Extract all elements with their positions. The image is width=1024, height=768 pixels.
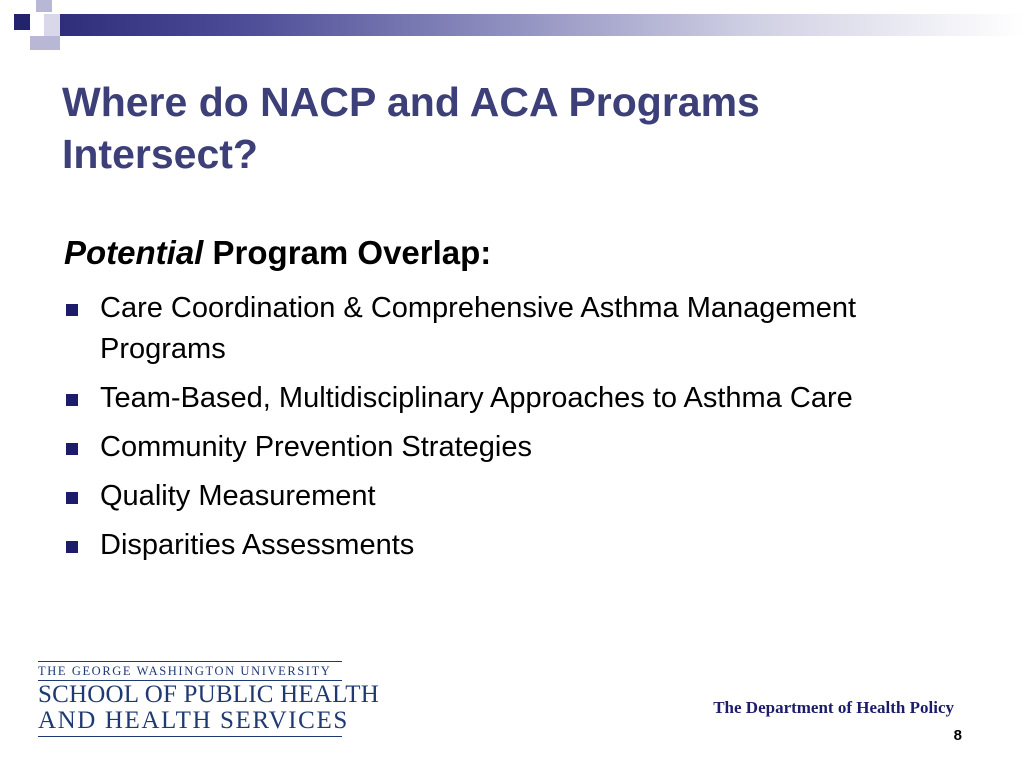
bullet-text: Team-Based, Multidisciplinary Approaches to Asthma Care [100,382,853,414]
department-name: The Department of Health Policy [713,698,954,717]
bullet-list [64,288,934,574]
bullet-text: Disparities Assessments [100,529,415,561]
section-heading [64,232,491,274]
decor-square [30,14,44,28]
section-heading-emphasis: Potential [64,234,204,271]
page-number: 8 [953,727,962,744]
square-bullet-icon [66,394,78,406]
logo-school-name-line2: AND HEALTH SERVICES [38,707,349,734]
bullet-item [64,525,934,566]
square-bullet-icon [66,541,78,553]
bullet-item [64,427,934,468]
decor-square [44,14,60,36]
university-logo [38,660,379,740]
bullet-text: Care Coordination & Comprehensive Asthma Management Programs [100,292,857,365]
logo-rule [38,736,342,737]
header-gradient-bar [60,14,1024,36]
slide-title [62,76,962,180]
square-bullet-icon [66,304,78,316]
slide-title-line: Intersect? [62,131,258,177]
decor-square [14,14,30,30]
decor-square [44,36,60,50]
bullet-item [64,288,934,370]
logo-school-name: SCHOOL OF PUBLIC HEALTH [38,681,379,708]
bullet-item [64,378,934,419]
logo-university-name: THE GEORGE WASHINGTON UNIVERSITY [38,664,332,678]
bullet-text: Quality Measurement [100,480,376,512]
slide-title-line: Where do NACP and ACA Programs [62,79,760,125]
square-bullet-icon [66,492,78,504]
section-heading-text: Program Overlap: [203,234,492,271]
logo-rule [38,661,342,662]
bullet-item [64,476,934,517]
square-bullet-icon [66,443,78,455]
decor-square [36,0,52,12]
decor-square [30,36,44,50]
bullet-text: Community Prevention Strategies [100,431,532,463]
